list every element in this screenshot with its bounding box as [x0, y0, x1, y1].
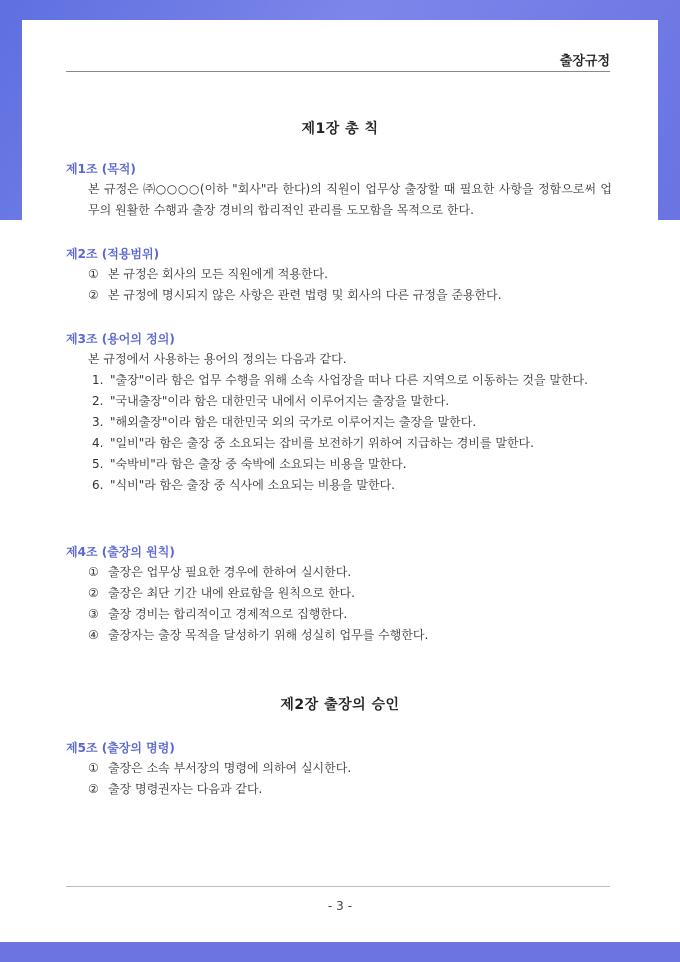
- article-2: [66, 244, 612, 306]
- list-item: [66, 583, 612, 604]
- item-text: "숙박비"라 함은 출장 중 숙박에 소요되는 비용을 말한다.: [110, 457, 407, 471]
- item-text: 출장자는 출장 목적을 달성하기 위해 성실히 업무를 수행한다.: [108, 628, 429, 642]
- item-text: "해외출장"이라 함은 대한민국 외의 국가로 이루어지는 출장을 말한다.: [110, 415, 477, 429]
- item-text: "출장"이라 함은 업무 수행을 위해 소속 사업장을 떠나 다른 지역으로 이동하는 것을 말한다.: [110, 373, 588, 387]
- list-item: [66, 475, 612, 496]
- background-bottom-band: [0, 942, 680, 962]
- item-mark: 1.: [92, 373, 104, 387]
- article-text: 본 규정에서 사용하는 용어의 정의는 다음과 같다.: [88, 352, 347, 366]
- chapter-1-title: 제1장 총 칙: [301, 121, 379, 137]
- list-item: [66, 391, 612, 412]
- item-mark: 2.: [92, 394, 104, 408]
- item-text: "식비"라 함은 출장 중 식사에 소요되는 비용을 말한다.: [110, 478, 395, 492]
- item-mark: 5.: [92, 457, 104, 471]
- item-text: 출장은 소속 부서장의 명령에 의하여 실시한다.: [108, 761, 352, 775]
- item-mark: ②: [88, 586, 99, 600]
- item-text: "일비"라 함은 출장 중 소요되는 잡비를 보전하기 위하여 지급하는 경비를 말한다.: [110, 436, 534, 450]
- item-mark: ①: [88, 761, 99, 775]
- article-title: 제1조 (목적): [66, 162, 136, 176]
- item-mark: ④: [88, 628, 99, 642]
- list-item: [66, 285, 612, 306]
- article-1: [66, 159, 612, 221]
- document-page: [22, 20, 658, 942]
- item-mark: 3.: [92, 415, 104, 429]
- item-mark: ①: [88, 267, 99, 281]
- chapter-2-title: 제2장 출장의 승인: [280, 697, 400, 713]
- list-item: [66, 779, 612, 800]
- list-item: [66, 412, 612, 433]
- list-item: [66, 454, 612, 475]
- article-title: 제4조 (출장의 원칙): [66, 545, 175, 559]
- list-item: [66, 604, 612, 625]
- item-mark: 4.: [92, 436, 104, 450]
- item-mark: ①: [88, 565, 99, 579]
- item-text: 출장 명령권자는 다음과 같다.: [108, 782, 263, 796]
- footer-divider: [66, 886, 610, 887]
- list-item: [66, 625, 612, 646]
- item-mark: ②: [88, 288, 99, 302]
- item-text: 출장 경비는 합리적이고 경제적으로 집행한다.: [108, 607, 348, 621]
- item-mark: ③: [88, 607, 99, 621]
- item-text: 출장은 최단 기간 내에 완료함을 원칙으로 한다.: [108, 586, 355, 600]
- article-title: 제3조 (용어의 정의): [66, 332, 175, 346]
- item-mark: ②: [88, 782, 99, 796]
- header-divider: [66, 71, 610, 72]
- list-item: [66, 370, 612, 391]
- page-number: - 3 -: [328, 899, 352, 913]
- item-text: 출장은 업무상 필요한 경우에 한하여 실시한다.: [108, 565, 352, 579]
- article-title: 제5조 (출장의 명령): [66, 741, 175, 755]
- list-item: [66, 758, 612, 779]
- item-text: 본 규정은 회사의 모든 직원에게 적용한다.: [108, 267, 328, 281]
- article-4: [66, 542, 612, 646]
- article-3: [66, 329, 612, 496]
- article-title: 제2조 (적용범위): [66, 247, 160, 261]
- article-5: [66, 738, 612, 800]
- item-text: "국내출장"이라 함은 대한민국 내에서 이루어지는 출장을 말한다.: [110, 394, 450, 408]
- list-item: [66, 562, 612, 583]
- header-title: 출장규정: [559, 54, 610, 69]
- article-text: 본 규정은 ㈜○○○○(이하 "회사"라 한다)의 직원이 업무상 출장할 때 필요한 사항을 정함으로써 업무의 원활한 수행과 출장 경비의 합리적인 관리를 도모함을 목적으로 한다.: [88, 182, 612, 217]
- item-text: 본 규정에 명시되지 않은 사항은 관련 법령 및 회사의 다른 규정을 준용한다.: [108, 288, 502, 302]
- list-item: [66, 433, 612, 454]
- item-mark: 6.: [92, 478, 104, 492]
- list-item: [66, 264, 612, 285]
